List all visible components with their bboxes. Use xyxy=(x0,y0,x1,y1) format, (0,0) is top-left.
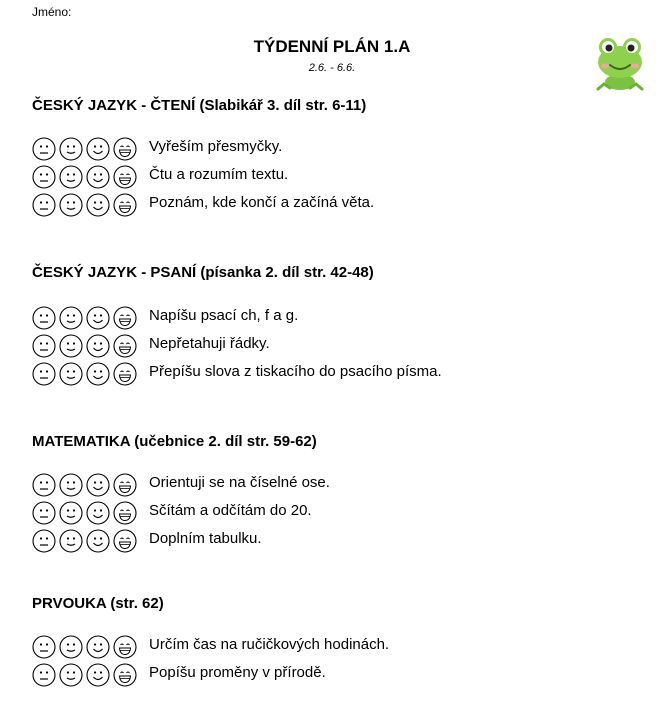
neutral-face-icon xyxy=(32,137,56,161)
rating-faces xyxy=(32,165,140,189)
rating-faces xyxy=(32,137,140,161)
goal-text: Orientuji se na číselné ose. xyxy=(149,474,330,491)
laughing-face-icon xyxy=(113,193,137,217)
smile-face-icon xyxy=(86,663,110,687)
goal-text: Nepřetahuji řádky. xyxy=(149,335,270,352)
smile-face-icon xyxy=(86,193,110,217)
goal-item xyxy=(32,136,652,164)
slight-smile-face-icon xyxy=(59,473,83,497)
goal-item xyxy=(32,164,652,192)
goal-item xyxy=(32,361,652,389)
slight-smile-face-icon xyxy=(59,501,83,525)
laughing-face-icon xyxy=(113,501,137,525)
goal-text: Určím čas na ručičkových hodinách. xyxy=(149,636,390,653)
goal-text: Přepíšu slova z tiskacího do psacího písma. xyxy=(149,363,442,380)
smile-face-icon xyxy=(86,165,110,189)
rating-faces xyxy=(32,193,140,217)
smile-face-icon xyxy=(86,501,110,525)
goal-item xyxy=(32,305,652,333)
laughing-face-icon xyxy=(113,334,137,358)
laughing-face-icon xyxy=(113,529,137,553)
goal-item xyxy=(32,634,652,662)
name-label: Jméno: xyxy=(32,5,72,19)
rating-faces xyxy=(32,501,140,525)
laughing-face-icon xyxy=(113,635,137,659)
section-heading: MATEMATIKA (učebnice 2. díl str. 59-62) xyxy=(32,433,317,450)
laughing-face-icon xyxy=(113,165,137,189)
neutral-face-icon xyxy=(32,165,56,189)
goal-item xyxy=(32,333,652,361)
section-cesky-jazyk-psani xyxy=(32,263,652,380)
neutral-face-icon xyxy=(32,635,56,659)
neutral-face-icon xyxy=(32,473,56,497)
neutral-face-icon xyxy=(32,663,56,687)
rating-faces xyxy=(32,663,140,687)
goal-item xyxy=(32,662,652,690)
rating-faces xyxy=(32,334,140,358)
section-prvouka xyxy=(32,594,652,681)
smile-face-icon xyxy=(86,334,110,358)
goal-item xyxy=(32,472,652,500)
section-matematika xyxy=(32,432,652,547)
smile-face-icon xyxy=(86,473,110,497)
slight-smile-face-icon xyxy=(59,193,83,217)
section-heading: ČESKÝ JAZYK - ČTENÍ (Slabikář 3. díl str. 6-11) xyxy=(32,97,367,114)
slight-smile-face-icon xyxy=(59,663,83,687)
slight-smile-face-icon xyxy=(59,529,83,553)
goal-item xyxy=(32,500,652,528)
smile-face-icon xyxy=(86,635,110,659)
frog-icon xyxy=(594,36,646,92)
page-title: TÝDENNÍ PLÁN 1.A xyxy=(253,37,411,56)
slight-smile-face-icon xyxy=(59,137,83,161)
slight-smile-face-icon xyxy=(59,306,83,330)
rating-faces xyxy=(32,529,140,553)
rating-faces xyxy=(32,362,140,386)
neutral-face-icon xyxy=(32,306,56,330)
slight-smile-face-icon xyxy=(59,635,83,659)
rating-faces xyxy=(32,306,140,330)
goal-text: Poznám, kde končí a začíná věta. xyxy=(149,194,375,211)
laughing-face-icon xyxy=(113,137,137,161)
neutral-face-icon xyxy=(32,529,56,553)
section-heading: PRVOUKA (str. 62) xyxy=(32,595,164,612)
neutral-face-icon xyxy=(32,362,56,386)
goal-text: Popíšu proměny v přírodě. xyxy=(149,664,326,681)
rating-faces xyxy=(32,473,140,497)
goal-text: Doplním tabulku. xyxy=(149,530,262,547)
section-cesky-jazyk-cteni xyxy=(32,96,652,211)
goal-text: Čtu a rozumím textu. xyxy=(149,166,289,183)
smile-face-icon xyxy=(86,529,110,553)
slight-smile-face-icon xyxy=(59,165,83,189)
goal-item xyxy=(32,192,652,220)
date-range: 2.6. - 6.6. xyxy=(308,62,356,74)
neutral-face-icon xyxy=(32,193,56,217)
slight-smile-face-icon xyxy=(59,362,83,386)
smile-face-icon xyxy=(86,362,110,386)
laughing-face-icon xyxy=(113,663,137,687)
goal-text: Sčítám a odčítám do 20. xyxy=(149,502,312,519)
neutral-face-icon xyxy=(32,501,56,525)
laughing-face-icon xyxy=(113,473,137,497)
neutral-face-icon xyxy=(32,334,56,358)
smile-face-icon xyxy=(86,306,110,330)
goal-text: Vyřeším přesmyčky. xyxy=(149,138,283,155)
goal-item xyxy=(32,528,652,556)
goal-text: Napíšu psací ch, f a g. xyxy=(149,307,299,324)
rating-faces xyxy=(32,635,140,659)
slight-smile-face-icon xyxy=(59,334,83,358)
laughing-face-icon xyxy=(113,362,137,386)
laughing-face-icon xyxy=(113,306,137,330)
section-heading: ČESKÝ JAZYK - PSANÍ (písanka 2. díl str. 42-48) xyxy=(32,264,374,281)
smile-face-icon xyxy=(86,137,110,161)
